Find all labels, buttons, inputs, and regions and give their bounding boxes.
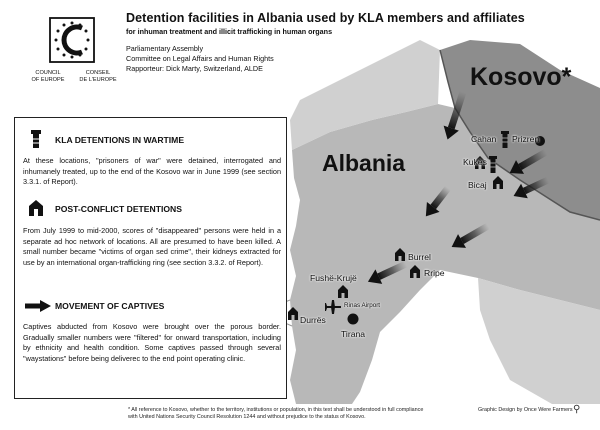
place-label-tirana: Tirana: [341, 329, 366, 339]
logo-coe-line1: COUNCIL: [35, 70, 61, 76]
rapporteur-name: Rapporteur: Dick Marty, Switzerland, ALDE: [126, 64, 263, 73]
committee-name: Committee on Legal Affairs and Human Rights: [126, 54, 274, 63]
footnote: [128, 407, 423, 421]
kosovo-label: Kosovo*: [470, 63, 572, 91]
legend-movement-heading: MOVEMENT OF CAPTIVES: [55, 301, 165, 311]
tirana-city-dot: [348, 314, 359, 325]
assembly-info: [126, 44, 274, 74]
logo-coe-text: [26, 70, 70, 84]
page-subtitle: for inhuman treatment and illicit trafficking in human organs: [126, 27, 333, 36]
house-icon: [29, 200, 43, 216]
legend-wartime-heading: KLA DETENTIONS IN WARTIME: [55, 135, 185, 145]
albania-label: Albania: [322, 150, 406, 176]
legend-wartime-text: At these locations, "prisoners of war" were detained, interrogated and inhumanely treated, up to the end of the Kosovo war in June 1999 (see section 3.3.1. of Report).: [23, 156, 281, 187]
design-credit: Graphic Design by Once Were Farmers: [478, 407, 573, 413]
place-label-rinas: Rinas Airport: [344, 302, 381, 309]
place-label-kukes: Kukës: [463, 157, 487, 167]
place-label-rripe: Rripe: [424, 268, 445, 278]
logo-coe-line2: OF EUROPE: [31, 77, 65, 83]
place-label-bicaj: Bicaj: [468, 180, 487, 190]
place-label-durres: Durrës: [300, 315, 326, 325]
footnote-line1: * All reference to Kosovo, whether to the territory, institutions or population, in this text shall be understood in full compliance: [128, 407, 424, 413]
logo-cde-line1: CONSEIL: [85, 70, 111, 76]
assembly-name: Parliamentary Assembly: [126, 44, 204, 53]
footnote-line2: with United Nations Security Council Resolution 1244 and without prejudice to the status of Kosovo.: [128, 414, 366, 420]
page-title: Detention facilities in Albania used by KLA members and affiliates: [126, 11, 525, 25]
logo-cde-line2: DE L'EUROPE: [79, 77, 117, 83]
place-label-burrel: Burrel: [408, 252, 431, 262]
place-label-fushe-kruje: Fushë-Krujë: [310, 273, 357, 283]
watchtower-icon: [29, 130, 43, 148]
place-label-cahan: Cahan: [471, 134, 497, 144]
legend-box: [14, 117, 287, 399]
council-of-europe-logo: [20, 12, 126, 94]
place-label-prizren: Prizren: [512, 134, 540, 144]
legend-movement-text: Captives abducted from Kosovo were brought over the porous border. Gradually smaller numbers were "filtered" for onward transportation, including by ethnicity and health condition. Some captives passed through several "waystations" before being deliverec to the end point operating clinic.: [23, 322, 281, 363]
eu-stars-icon: [44, 14, 100, 66]
logo-cde-text: [74, 70, 122, 84]
legend-postconflict-heading: POST-CONFLICT DETENTIONS: [55, 204, 182, 214]
designer-mark-icon: ⚲: [573, 404, 581, 415]
legend-postconflict-text: From July 1999 to mid-2000, scores of "disappeared" persons were held in a separate ad hoc network of locations. All are presumed to have been killed. A small number became "victims of organ sed crime", their kidneys extracted for use by an international organ-trafficking ring (see section 3.3.2. of Report).: [23, 226, 281, 267]
arrow-icon: [25, 300, 51, 312]
